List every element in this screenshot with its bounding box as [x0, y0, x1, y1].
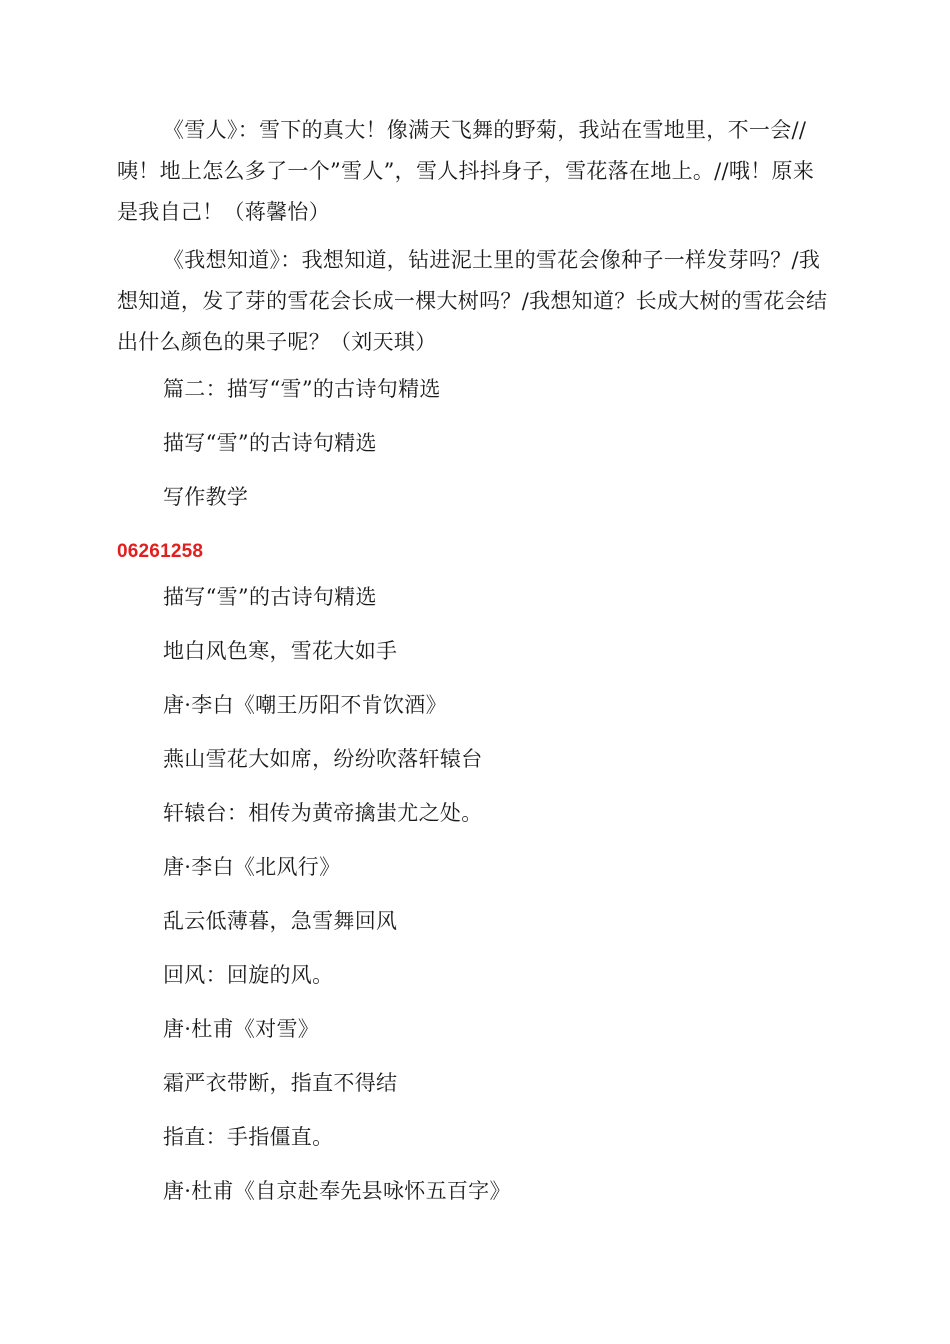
section-heading: 篇二：描写“雪”的古诗句精选	[163, 377, 441, 401]
poem-source: 唐·杜甫《对雪》	[163, 1017, 320, 1041]
poem-note: 回风：回旋的风。	[163, 963, 334, 987]
poem-note: 指直：手指僵直。	[163, 1125, 334, 1149]
poem-line: 燕山雪花大如席，纷纷吹落轩辕台	[163, 747, 483, 771]
paragraph-snowman: 《雪人》：雪下的真大！像满天飞舞的野菊，我站在雪地里，不一会//咦！地上怎么多了一个”雪人”，雪人抖抖身子，雪花落在地上。//哦！原来是我自己！（蒋馨怡）	[117, 118, 815, 224]
poem-source: 唐·杜甫《自京赴奉先县咏怀五百字》	[163, 1179, 511, 1203]
document-code: 06261258	[117, 541, 204, 562]
poem-line: 乱云低薄暮，急雪舞回风	[163, 909, 398, 933]
poem-line: 地白风色寒，雪花大如手	[163, 639, 398, 663]
subtitle: 描写“雪”的古诗句精选	[163, 431, 377, 455]
paragraph-i-want-to-know: 《我想知道》：我想知道，钻进泥土里的雪花会像种子一样发芽吗？/我想知道，发了芽的雪花会长成一棵大树吗？/我想知道？长成大树的雪花会结出什么颜色的果子呢？（刘天琪）	[117, 248, 828, 354]
poem-line: 霜严衣带断，指直不得结	[163, 1071, 398, 1095]
poem-source: 唐·李白《北风行》	[163, 855, 341, 879]
poem-collection-title: 描写“雪”的古诗句精选	[163, 585, 377, 609]
poem-note: 轩辕台：相传为黄帝擒蚩尤之处。	[163, 801, 483, 825]
poem-source: 唐·李白《嘲王历阳不肯饮酒》	[163, 693, 447, 717]
category-label: 写作教学	[163, 485, 249, 509]
